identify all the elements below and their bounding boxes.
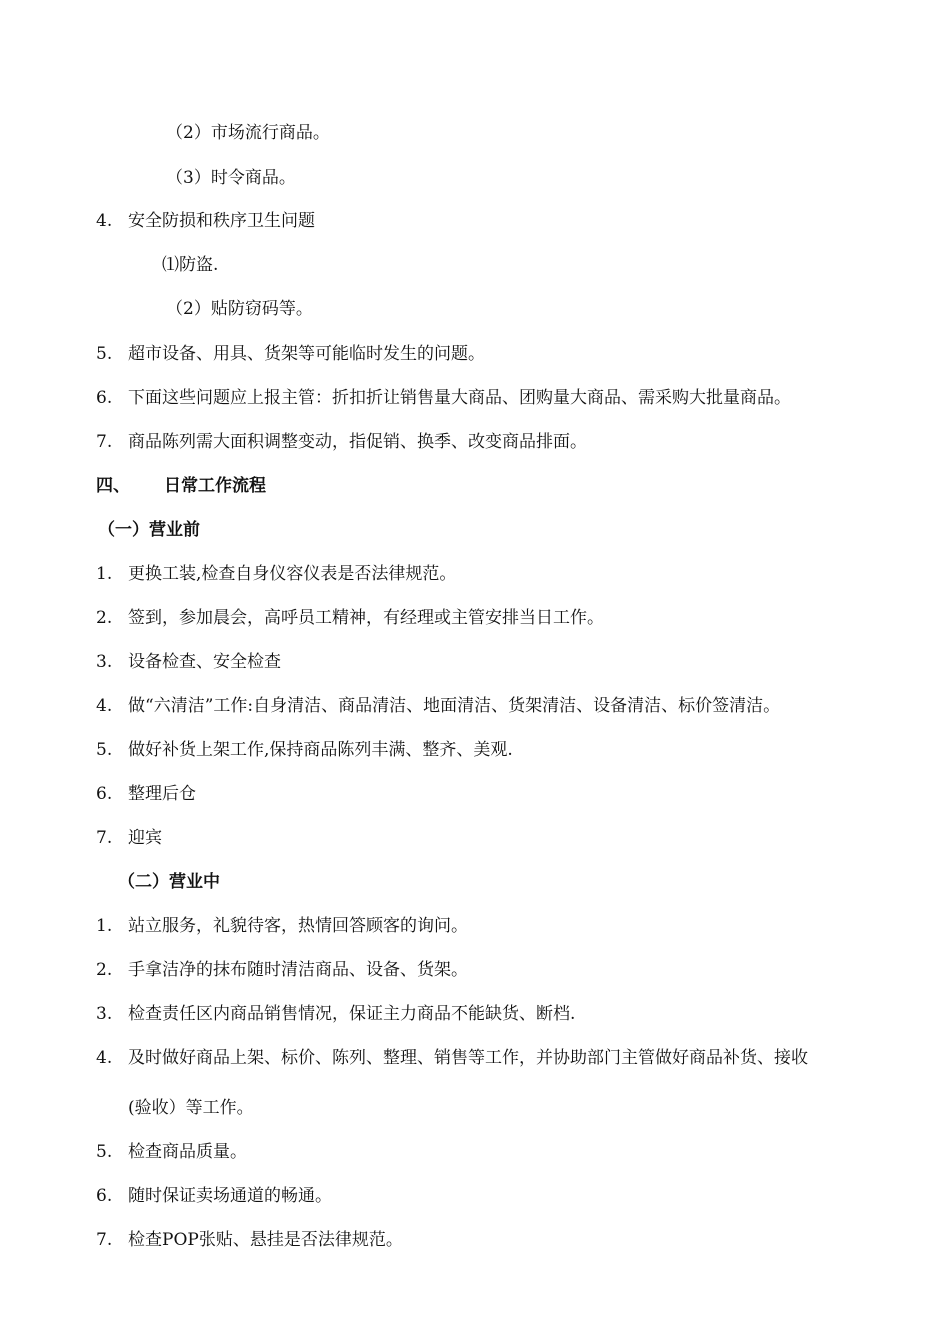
list-item-6: [96, 386, 791, 410]
sub-item-3: （3）时令商品。: [166, 168, 296, 188]
section-number: 四、: [96, 476, 130, 496]
list-number: 5.: [96, 344, 113, 364]
list-item-continuation: [128, 1096, 254, 1120]
list-text: 整理后仓: [128, 784, 196, 804]
list-text: 下面这些问题应上报主管：折扣折让销售量大商品、团购量大商品、需采购大批量商品。: [128, 388, 791, 408]
list-number: 5.: [96, 1142, 113, 1162]
list-text: 检查商品质量。: [128, 1142, 247, 1162]
list-number: 3.: [96, 1004, 113, 1024]
list-number: 6.: [96, 784, 113, 804]
list-text: 做好补货上架工作,保持商品陈列丰满、整齐、美观.: [128, 740, 513, 760]
list-number: 7.: [96, 1230, 113, 1250]
list-text: 随时保证卖场通道的畅通。: [128, 1186, 332, 1206]
list-item: [96, 1002, 575, 1026]
list-number: 7.: [96, 432, 113, 452]
section-title: 日常工作流程: [164, 476, 266, 496]
list-number: 6.: [96, 1186, 113, 1206]
list-text: 手拿洁净的抹布随时清洁商品、设备、货架。: [128, 960, 468, 980]
list-number: 3.: [96, 652, 113, 672]
list-text: 迎宾: [128, 828, 162, 848]
list-text: 及时做好商品上架、标价、陈列、整理、销售等工作，并协助部门主管做好商品补货、接收: [128, 1048, 808, 1068]
list-item-7: [96, 430, 587, 454]
sub-item-4-2: （2）贴防窃码等。: [166, 299, 313, 319]
list-number: 1.: [96, 564, 113, 584]
list-item: [96, 958, 468, 982]
list-text: 检查POP张贴、悬挂是否法律规范。: [128, 1230, 403, 1250]
list-text: 检查责任区内商品销售情况，保证主力商品不能缺货、断档.: [128, 1004, 576, 1024]
list-item: [96, 650, 281, 674]
subsection-title-pre: （一）营业前: [98, 520, 200, 540]
list-item-4: [96, 209, 315, 233]
list-number: 4.: [96, 1048, 113, 1068]
list-item: [96, 826, 162, 850]
list-number: 6.: [96, 388, 113, 408]
section-heading-4: [96, 474, 266, 498]
list-item-5: [96, 342, 485, 366]
subsection-title-during: （二）营业中: [118, 872, 220, 892]
list-text: 设备检查、安全检查: [128, 652, 281, 672]
list-number: 2.: [96, 960, 113, 980]
list-item: [96, 1046, 808, 1070]
list-number: 1.: [96, 916, 113, 936]
sub-item-4-1: ⑴防盗.: [162, 255, 219, 275]
list-item: [96, 1184, 332, 1208]
list-item: [96, 606, 604, 630]
list-text: (验收）等工作。: [128, 1098, 254, 1118]
list-number: 7.: [96, 828, 113, 848]
list-item: [96, 782, 196, 806]
list-text: 站立服务，礼貌待客，热情回答顾客的询问。: [128, 916, 468, 936]
list-item: [96, 738, 513, 762]
list-text: 签到，参加晨会，高呼员工精神，有经理或主管安排当日工作。: [128, 608, 604, 628]
list-number: 5.: [96, 740, 113, 760]
list-number: 4.: [96, 696, 113, 716]
list-number: 4.: [96, 211, 113, 231]
list-text: 商品陈列需大面积调整变动，指促销、换季、改变商品排面。: [128, 432, 587, 452]
list-item: [96, 1228, 403, 1252]
list-item: [96, 694, 780, 718]
list-item: [96, 1140, 247, 1164]
list-text: 更换工装,检查自身仪容仪表是否法律规范。: [128, 564, 457, 584]
list-number: 2.: [96, 608, 113, 628]
list-item: [96, 914, 468, 938]
list-text: 安全防损和秩序卫生问题: [128, 211, 315, 231]
list-text: 做“六清洁”工作:自身清洁、商品清洁、地面清洁、货架清洁、设备清洁、标价签清洁。: [128, 696, 781, 716]
sub-item-2: （2）市场流行商品。: [166, 123, 330, 143]
list-text: 超市设备、用具、货架等可能临时发生的问题。: [128, 344, 485, 364]
list-item: [96, 562, 456, 586]
